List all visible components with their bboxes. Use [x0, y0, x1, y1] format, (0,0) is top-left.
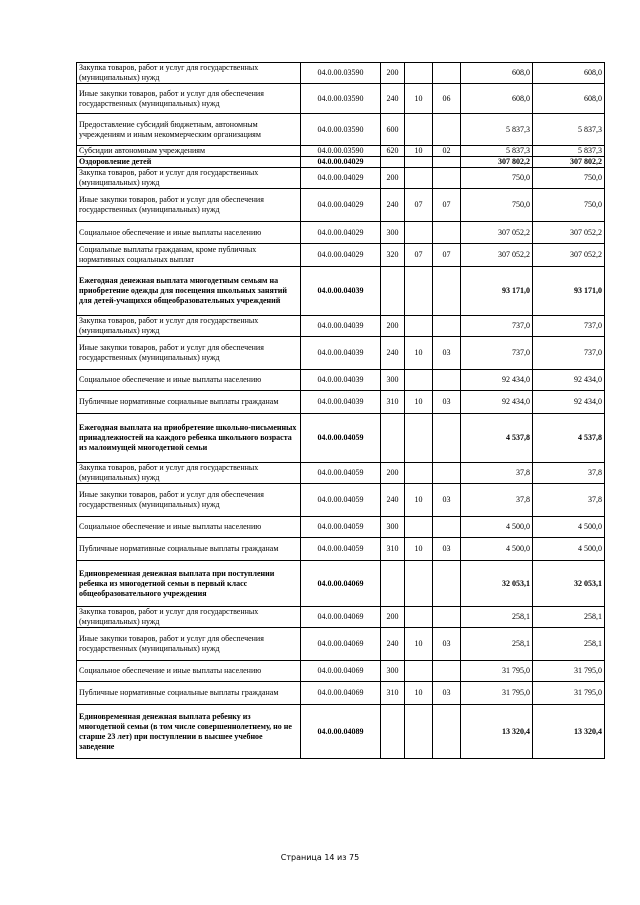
cell-item-name: Иные закупки товаров, работ и услуг для обеспечения государственных (муниципальных) нужд — [77, 84, 301, 114]
cell-section — [405, 607, 433, 628]
cell-item-name: Закупка товаров, работ и услуг для государственных (муниципальных) нужд — [77, 316, 301, 337]
table-row — [77, 484, 605, 517]
cell-target-code: 04.0.00.03590 — [301, 63, 381, 84]
cell-section — [405, 517, 433, 538]
cell-expense-type: 620 — [381, 146, 405, 157]
cell-amount-1: 31 795,0 — [461, 661, 533, 682]
cell-subsection — [433, 414, 461, 463]
table-row — [77, 146, 605, 157]
cell-section — [405, 561, 433, 607]
cell-section: 10 — [405, 84, 433, 114]
cell-subsection: 07 — [433, 189, 461, 222]
cell-amount-2: 737,0 — [533, 316, 605, 337]
cell-amount-1: 32 053,1 — [461, 561, 533, 607]
cell-item-name: Закупка товаров, работ и услуг для государственных (муниципальных) нужд — [77, 607, 301, 628]
cell-amount-2: 37,8 — [533, 463, 605, 484]
cell-section: 10 — [405, 682, 433, 705]
cell-target-code: 04.0.00.04069 — [301, 561, 381, 607]
cell-subsection — [433, 63, 461, 84]
cell-section — [405, 267, 433, 316]
cell-amount-1: 307 802,2 — [461, 157, 533, 168]
table-row — [77, 391, 605, 414]
table-row — [77, 463, 605, 484]
table-row — [77, 244, 605, 267]
cell-target-code: 04.0.00.03590 — [301, 114, 381, 146]
cell-section: 10 — [405, 628, 433, 661]
cell-item-name: Закупка товаров, работ и услуг для государственных (муниципальных) нужд — [77, 63, 301, 84]
cell-section — [405, 370, 433, 391]
cell-item-name: Публичные нормативные социальные выплаты гражданам — [77, 391, 301, 414]
cell-subsection — [433, 463, 461, 484]
cell-subsection — [433, 222, 461, 244]
cell-item-name: Предоставление субсидий бюджетным, автономным учреждениям и иным некоммерческим организациям — [77, 114, 301, 146]
table-row — [77, 316, 605, 337]
cell-expense-type: 240 — [381, 484, 405, 517]
cell-amount-2: 608,0 — [533, 63, 605, 84]
cell-section — [405, 63, 433, 84]
cell-item-name: Оздоровление детей — [77, 157, 301, 168]
cell-subsection: 03 — [433, 538, 461, 561]
cell-section — [405, 222, 433, 244]
cell-expense-type: 600 — [381, 114, 405, 146]
cell-target-code: 04.0.00.04069 — [301, 628, 381, 661]
cell-section — [405, 414, 433, 463]
cell-expense-type — [381, 561, 405, 607]
cell-item-name: Социальное обеспечение и иные выплаты населению — [77, 222, 301, 244]
cell-amount-2: 4 500,0 — [533, 538, 605, 561]
cell-expense-type: 200 — [381, 463, 405, 484]
cell-subsection — [433, 316, 461, 337]
cell-amount-1: 737,0 — [461, 316, 533, 337]
cell-subsection — [433, 267, 461, 316]
cell-item-name: Ежегодная денежная выплата многодетным семьям на приобретение одежды для посещения школьных занятий для детей-учащихся общеобразовательных учреждений — [77, 267, 301, 316]
cell-subsection — [433, 661, 461, 682]
table-row — [77, 682, 605, 705]
cell-item-name: Публичные нормативные социальные выплаты гражданам — [77, 538, 301, 561]
cell-item-name: Социальное обеспечение и иные выплаты населению — [77, 517, 301, 538]
budget-table — [76, 62, 605, 759]
cell-target-code: 04.0.00.04029 — [301, 222, 381, 244]
cell-amount-2: 13 320,4 — [533, 705, 605, 759]
cell-amount-1: 608,0 — [461, 63, 533, 84]
cell-target-code: 04.0.00.04029 — [301, 157, 381, 168]
cell-target-code: 04.0.00.04039 — [301, 370, 381, 391]
cell-subsection: 07 — [433, 244, 461, 267]
cell-section: 10 — [405, 337, 433, 370]
cell-amount-1: 4 500,0 — [461, 517, 533, 538]
table-row — [77, 189, 605, 222]
cell-target-code: 04.0.00.04039 — [301, 267, 381, 316]
cell-amount-2: 5 837,3 — [533, 114, 605, 146]
table-row — [77, 222, 605, 244]
cell-target-code: 04.0.00.04089 — [301, 705, 381, 759]
cell-amount-1: 737,0 — [461, 337, 533, 370]
cell-expense-type: 240 — [381, 84, 405, 114]
cell-item-name: Публичные нормативные социальные выплаты гражданам — [77, 682, 301, 705]
cell-subsection — [433, 607, 461, 628]
cell-target-code: 04.0.00.04039 — [301, 337, 381, 370]
cell-target-code: 04.0.00.04039 — [301, 316, 381, 337]
cell-expense-type: 310 — [381, 538, 405, 561]
table-row — [77, 517, 605, 538]
cell-amount-1: 37,8 — [461, 484, 533, 517]
cell-amount-2: 307 052,2 — [533, 222, 605, 244]
table-row — [77, 114, 605, 146]
cell-expense-type: 300 — [381, 370, 405, 391]
cell-amount-2: 608,0 — [533, 84, 605, 114]
cell-amount-2: 93 171,0 — [533, 267, 605, 316]
cell-item-name: Иные закупки товаров, работ и услуг для обеспечения государственных (муниципальных) нужд — [77, 189, 301, 222]
cell-amount-1: 4 537,8 — [461, 414, 533, 463]
table-row — [77, 538, 605, 561]
cell-subsection — [433, 157, 461, 168]
cell-expense-type: 200 — [381, 607, 405, 628]
cell-amount-1: 750,0 — [461, 168, 533, 189]
budget-table-body — [77, 63, 605, 759]
cell-section — [405, 705, 433, 759]
cell-expense-type: 240 — [381, 337, 405, 370]
cell-target-code: 04.0.00.04059 — [301, 463, 381, 484]
cell-amount-2: 4 537,8 — [533, 414, 605, 463]
table-row — [77, 337, 605, 370]
cell-item-name: Субсидии автономным учреждениям — [77, 146, 301, 157]
cell-target-code: 04.0.00.04059 — [301, 484, 381, 517]
cell-subsection: 03 — [433, 337, 461, 370]
cell-amount-2: 92 434,0 — [533, 391, 605, 414]
cell-amount-1: 37,8 — [461, 463, 533, 484]
cell-target-code: 04.0.00.04059 — [301, 414, 381, 463]
table-row — [77, 628, 605, 661]
cell-item-name: Иные закупки товаров, работ и услуг для обеспечения государственных (муниципальных) нужд — [77, 484, 301, 517]
cell-amount-1: 307 052,2 — [461, 244, 533, 267]
cell-subsection: 03 — [433, 391, 461, 414]
table-row — [77, 661, 605, 682]
cell-amount-2: 258,1 — [533, 607, 605, 628]
cell-amount-1: 13 320,4 — [461, 705, 533, 759]
cell-section — [405, 157, 433, 168]
cell-amount-2: 750,0 — [533, 189, 605, 222]
cell-item-name: Единовременная денежная выплата при поступлении ребенка из многодетной семьи в первый класс общеобразовательного учреждения — [77, 561, 301, 607]
cell-section: 10 — [405, 538, 433, 561]
cell-item-name: Иные закупки товаров, работ и услуг для обеспечения государственных (муниципальных) нужд — [77, 337, 301, 370]
cell-amount-2: 5 837,3 — [533, 146, 605, 157]
cell-expense-type: 200 — [381, 63, 405, 84]
cell-expense-type: 240 — [381, 189, 405, 222]
cell-amount-1: 258,1 — [461, 607, 533, 628]
cell-section — [405, 168, 433, 189]
cell-section — [405, 463, 433, 484]
cell-item-name: Закупка товаров, работ и услуг для государственных (муниципальных) нужд — [77, 168, 301, 189]
cell-subsection — [433, 370, 461, 391]
cell-target-code: 04.0.00.04069 — [301, 682, 381, 705]
cell-amount-1: 31 795,0 — [461, 682, 533, 705]
table-row — [77, 705, 605, 759]
cell-section: 10 — [405, 391, 433, 414]
cell-item-name: Иные закупки товаров, работ и услуг для обеспечения государственных (муниципальных) нужд — [77, 628, 301, 661]
cell-expense-type: 320 — [381, 244, 405, 267]
cell-target-code: 04.0.00.04059 — [301, 517, 381, 538]
cell-expense-type — [381, 267, 405, 316]
cell-item-name: Ежегодная выплата на приобретение школьно-письменных принадлежностей на каждого ребенка школьного возраста из малоимущей многодетной семьи — [77, 414, 301, 463]
cell-expense-type — [381, 705, 405, 759]
cell-subsection — [433, 561, 461, 607]
cell-amount-2: 4 500,0 — [533, 517, 605, 538]
cell-subsection — [433, 168, 461, 189]
table-row — [77, 607, 605, 628]
cell-section: 07 — [405, 189, 433, 222]
cell-item-name: Социальное обеспечение и иные выплаты населению — [77, 661, 301, 682]
cell-amount-2: 258,1 — [533, 628, 605, 661]
cell-subsection: 03 — [433, 682, 461, 705]
table-row — [77, 561, 605, 607]
cell-expense-type: 200 — [381, 168, 405, 189]
cell-item-name: Закупка товаров, работ и услуг для государственных (муниципальных) нужд — [77, 463, 301, 484]
cell-expense-type: 300 — [381, 661, 405, 682]
cell-section: 07 — [405, 244, 433, 267]
cell-amount-1: 92 434,0 — [461, 370, 533, 391]
cell-subsection: 03 — [433, 484, 461, 517]
cell-subsection: 02 — [433, 146, 461, 157]
cell-amount-1: 5 837,3 — [461, 114, 533, 146]
cell-amount-2: 307 802,2 — [533, 157, 605, 168]
cell-subsection — [433, 114, 461, 146]
cell-subsection: 06 — [433, 84, 461, 114]
cell-amount-1: 5 837,3 — [461, 146, 533, 157]
cell-section: 10 — [405, 146, 433, 157]
cell-section — [405, 661, 433, 682]
cell-amount-1: 93 171,0 — [461, 267, 533, 316]
cell-amount-1: 307 052,2 — [461, 222, 533, 244]
cell-amount-1: 258,1 — [461, 628, 533, 661]
cell-subsection: 03 — [433, 628, 461, 661]
cell-expense-type: 240 — [381, 628, 405, 661]
cell-subsection — [433, 705, 461, 759]
cell-section: 10 — [405, 484, 433, 517]
cell-expense-type: 310 — [381, 682, 405, 705]
cell-target-code: 04.0.00.04039 — [301, 391, 381, 414]
cell-target-code: 04.0.00.03590 — [301, 84, 381, 114]
cell-expense-type: 300 — [381, 222, 405, 244]
cell-expense-type: 300 — [381, 517, 405, 538]
cell-amount-1: 92 434,0 — [461, 391, 533, 414]
cell-amount-2: 32 053,1 — [533, 561, 605, 607]
cell-amount-2: 31 795,0 — [533, 661, 605, 682]
table-row — [77, 370, 605, 391]
cell-expense-type — [381, 157, 405, 168]
cell-target-code: 04.0.00.04059 — [301, 538, 381, 561]
cell-expense-type: 310 — [381, 391, 405, 414]
table-row — [77, 63, 605, 84]
cell-target-code: 04.0.00.04029 — [301, 189, 381, 222]
page-footer: Страница 14 из 75 — [280, 853, 360, 862]
cell-item-name: Единовременная денежная выплата ребенку из многодетной семьи (в том числе совершеннолетнему, но не старше 23 лет) при поступлении в высшее учебное заведение — [77, 705, 301, 759]
cell-target-code: 04.0.00.04029 — [301, 168, 381, 189]
cell-target-code: 04.0.00.03590 — [301, 146, 381, 157]
cell-target-code: 04.0.00.04069 — [301, 661, 381, 682]
cell-target-code: 04.0.00.04069 — [301, 607, 381, 628]
cell-target-code: 04.0.00.04029 — [301, 244, 381, 267]
table-row — [77, 414, 605, 463]
cell-amount-2: 750,0 — [533, 168, 605, 189]
cell-amount-1: 4 500,0 — [461, 538, 533, 561]
table-row — [77, 157, 605, 168]
cell-section — [405, 114, 433, 146]
cell-amount-2: 737,0 — [533, 337, 605, 370]
cell-item-name: Социальные выплаты гражданам, кроме публичных нормативных социальных выплат — [77, 244, 301, 267]
table-row — [77, 267, 605, 316]
cell-subsection — [433, 517, 461, 538]
cell-expense-type: 200 — [381, 316, 405, 337]
cell-amount-2: 37,8 — [533, 484, 605, 517]
cell-item-name: Социальное обеспечение и иные выплаты населению — [77, 370, 301, 391]
cell-amount-1: 608,0 — [461, 84, 533, 114]
cell-amount-2: 307 052,2 — [533, 244, 605, 267]
cell-amount-1: 750,0 — [461, 189, 533, 222]
cell-amount-2: 92 434,0 — [533, 370, 605, 391]
table-row — [77, 168, 605, 189]
cell-amount-2: 31 795,0 — [533, 682, 605, 705]
table-row — [77, 84, 605, 114]
cell-expense-type — [381, 414, 405, 463]
cell-section — [405, 316, 433, 337]
